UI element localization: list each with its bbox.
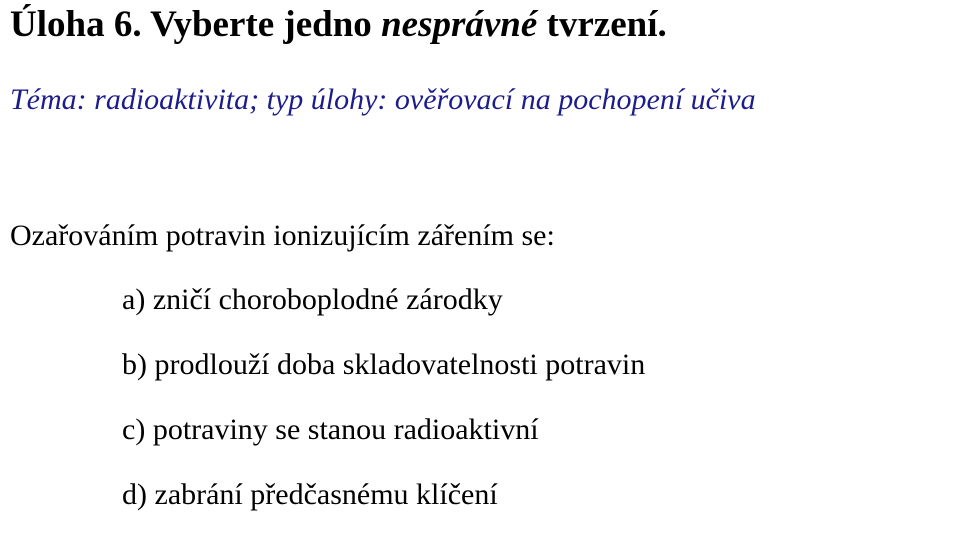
option-text: potraviny se stanou radioaktivní (152, 413, 539, 446)
answer-option-b[interactable] (122, 345, 645, 385)
answer-option-c[interactable] (122, 410, 645, 450)
answer-options (122, 280, 645, 540)
option-letter: d) (122, 478, 147, 511)
answer-option-d[interactable] (122, 475, 645, 515)
option-letter: c) (122, 413, 146, 446)
option-text: zničí choroboplodné zárodky (152, 283, 503, 316)
option-text: zabrání předčasnému klíčení (154, 478, 498, 511)
task-topic: Téma: radioaktivita; typ úlohy: ověřovací na pochopení učiva (10, 83, 756, 116)
task-title-emphasis: nesprávné (381, 4, 538, 45)
task-title-suffix: tvrzení. (537, 4, 667, 45)
option-letter: b) (122, 348, 147, 381)
option-letter: a) (122, 283, 146, 316)
answer-option-a[interactable] (122, 280, 645, 320)
task-title (10, 2, 667, 48)
option-text: prodlouží doba skladovatelnosti potravin (154, 348, 646, 381)
task-title-prefix: Úloha 6. Vyberte jedno (10, 4, 382, 45)
question-text: Ozařováním potravin ionizujícím zářením se: (10, 219, 555, 252)
